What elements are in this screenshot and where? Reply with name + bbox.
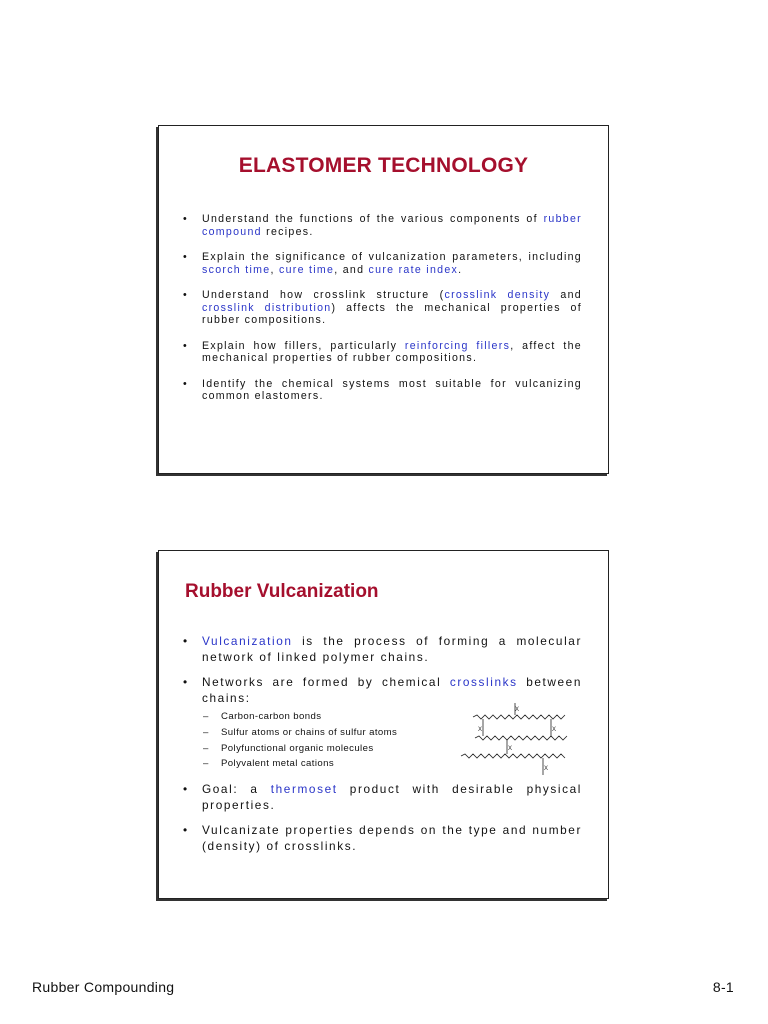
bullet-item: • Explain the significance of vulcanization parameters, including scorch time, cure time, and cure rate index. <box>183 251 582 276</box>
sub-item: – Carbon-carbon bonds <box>202 709 582 725</box>
slide-title: ELASTOMER TECHNOLOGY <box>238 154 529 177</box>
bullet-item: • Vulcanization is the process of forming a molecular network of linked polymer chains. <box>183 634 582 665</box>
sub-item: – Polyfunctional organic molecules <box>202 741 582 757</box>
bullet-item: • Understand how crosslink structure (crosslink density and crosslink distribution) affects the mechanical properties of rubber compositions. <box>183 289 582 327</box>
bullet-item: • Networks are formed by chemical crosslinks between chains: – Carbon-carbon bonds – Sulfur atoms or chains of sulfur atoms – Polyfunctional organic molecules – Polyvalent metal cations <box>183 675 582 772</box>
crosslink-label: X <box>551 727 557 733</box>
footer-course-title: Rubber Compounding <box>32 979 175 995</box>
polymer-chain <box>473 715 565 719</box>
slide-title: Rubber Vulcanization <box>185 581 379 602</box>
bullet-item: • Identify the chemical systems most suitable for vulcanizing common elastomers. <box>183 378 582 403</box>
crosslink-label: X <box>477 727 483 733</box>
crosslink-label: X <box>543 766 549 772</box>
bullet-item: • Vulcanizate properties depends on the type and number (density) of crosslinks. <box>183 823 582 854</box>
crosslink-label: X <box>514 707 520 713</box>
sub-item: – Sulfur atoms or chains of sulfur atoms <box>202 725 582 741</box>
polymer-chain <box>475 736 567 740</box>
bullet-item: • Goal: a thermoset product with desirable physical properties. <box>183 782 582 813</box>
footer-page-number: 8-1 <box>712 979 734 995</box>
sub-item: – Polyvalent metal cations <box>202 756 582 772</box>
slide-elastomer-technology <box>158 125 609 474</box>
crosslink-network-diagram <box>455 701 577 779</box>
bullet-item: • Understand the functions of the various components of rubber compound recipes. <box>183 213 582 238</box>
crosslink-label: X <box>507 746 513 752</box>
polymer-chain <box>461 754 565 758</box>
bullet-item: • Explain how fillers, particularly reinforcing fillers, affect the mechanical properties of rubber compositions. <box>183 340 582 365</box>
slide-rubber-vulcanization <box>158 550 609 899</box>
bullet-list <box>183 213 582 416</box>
